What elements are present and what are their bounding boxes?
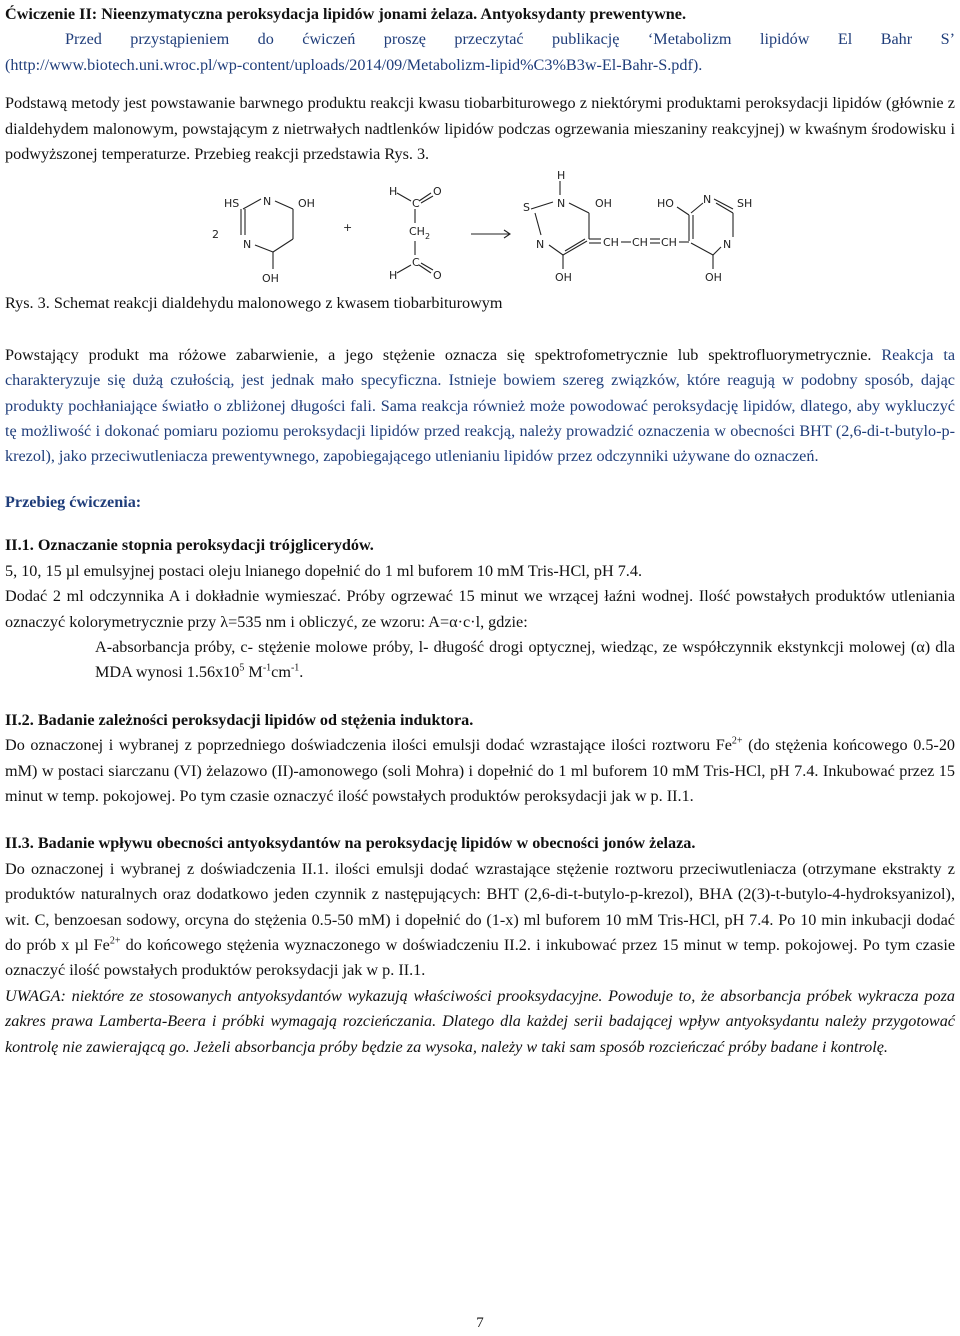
svg-text:OH: OH [595,197,612,211]
svg-text:H: H [389,269,398,283]
svg-text:N: N [243,238,252,252]
svg-text:H: H [389,185,398,199]
svg-text:S: S [523,201,530,215]
product-structure [523,169,752,284]
reaction-arrow [471,230,510,238]
section-2-1-line-3: A-absorbancja próby, c- stężenie molowe próby, l- długość drogi optycznej, wiedząc, ze współczynnik ekstynkcji molowej (α) dla MDA wynosi $1.56x10^5$ $M^{-1}cm^{-1}$. [95,637,955,682]
svg-text:CH: CH [661,236,677,250]
svg-text:H: H [557,169,566,183]
svg-text:OH: OH [262,272,279,286]
intro-line-1: Przed przystąpieniem do ćwiczeń proszę przeczytać publikację ‘Metabolizm lipidów El Bahr S’ [65,30,955,49]
page-number: 7 [476,1315,484,1331]
svg-text:N: N [723,238,732,252]
section-2-1-line-2: Dodać 2 ml odczynnika A i dokładnie wymieszać. Próby ogrzewać 15 minut we wrzącej łaźni wodnej. Ilość powstałych produktów utleniania oznaczyć kolorymetrycznie przy λ=535 nm i obliczyć, ze wzoru: A=α·c·l, gdzie: [5,587,955,631]
svg-text:HO: HO [657,197,674,211]
svg-text:OH: OH [705,271,722,285]
svg-text:CH: CH [603,236,619,250]
document-page [5,0,955,1060]
product-paragraph: Powstający produkt ma różowe zabarwienie, a jego stężenie oznacza się spektrofometrycznie lub spektrofluorymetrycznie. Reakcja ta charakteryzuje się dużą czułością, jest jednak mało specyficzna. Istnieje bowiem szereg związków, które reagują w podobny sposób, dając produkty pochłaniające światło o zbliżonej długości fali. Sama reakcja również może powodować peroksydację lipidów, dlatego, aby wykluczyć tę możliwość i dokonać pomiaru poziomu peroksydacji lipidów przed reakcją, należy prowadzić oznaczenia w obecności BHT (2,6-di-t-butylo-p-krezol), jako przeciwutleniacza prewentywnego, zapobiegającego utlenianiu lipidów przez odczynniki używane do oznaczeń. [5,345,956,466]
malondialdehyde-structure [389,185,442,282]
warning-note: UWAGA: niektóre ze stosowanych antyoksydantów wykazują właściwości prooksydacyjne. Powoduje to, że absorbancja próbek wykracza poza zakres prawa Lamberta-Beera i próbki wymagają rozcieńczania. Dlatego dla każdej serii badającej wpływ antyoksydantu należy przygotować kontrolę nie zawierającą go. Jeżeli absorbancja próby będzie za wysoka, należy w taki sam sposób rozcieńczać próby badane i kontrolę. [5,986,955,1056]
section-2-1-line-1: 5, 10, 15 µl emulsyjnej postaci oleju lnianego dopełnić do 1 ml buforem 10 mM Tris-HCl, pH 7.4. [5,561,642,580]
coefficient: 2 [212,228,219,242]
svg-text:N: N [536,238,545,252]
procedure-heading: Przebieg ćwiczenia: [5,492,142,511]
method-paragraph: Podstawą metody jest powstawanie barwnego produktu reakcji kwasu tiobarbiturowego z niektórymi produktami peroksydacji lipidów (głównie z dialdehydem malonowym, powstającym z nietrwałych nadtlenków lipidów podczas ogrzewania mieszaniny reakcyjnej) w kwaśnym środowisku i podwyższonej temperaturze. Przebieg reakcji przedstawia Rys. 3. [5,94,955,164]
svg-text:HS: HS [224,197,240,211]
svg-text:N: N [263,195,272,209]
section-2-1-heading: II.1. Oznaczanie stopnia peroksydacji trójglicerydów. [5,536,374,555]
figure-caption: Rys. 3. Schemat reakcji dialdehydu malonowego z kwasem tiobarbiturowym [5,294,503,313]
svg-text:O: O [433,269,442,283]
exercise-title: Ćwiczenie II: Nieenzymatyczna peroksydacja lipidów jonami żelaza. Antyoksydanty prewentywne. [5,5,687,23]
svg-text:C: C [412,256,420,270]
section-2-2-heading: II.2. Badanie zależności peroksydacji lipidów od stężenia induktora. [5,710,474,729]
plus-sign: + [343,221,353,235]
section-2-3-body: Do oznaczonej i wybranej z doświadczenia II.1. ilości emulsji dodać wzrastające stężenie roztworu przeciwutleniacza (otrzymane ekstrakty z produktów naturalnych oraz dodatkowo jeden czynnik z następujących: BHT (2,6-di-t-butylo-p-krezol), BHA (2(3)-t-butylo-4-hydroksyanizol), wit. C, benzoesan sodowy, orcyna do stężenia 0.5-50 mM) i dopełnić do (1-x) ml buforem 10 mM Tris-HCl, pH 7.4. Po 10 min inkubacji dodać do prób x µl $Fe^{2+}$ do końcowego stężenia wyznaczonego w doświadczeniu II.2. i inkubować przez 15 minut w temp. pokojowej. Po tym czasie oznaczyć ilość powstałych produktów peroksydacji jak w p. II.1. [5,859,956,980]
svg-text:C: C [412,197,420,211]
svg-text:CH2: $CH_2$ [409,225,431,242]
svg-text:OH: OH [555,271,572,285]
reaction-scheme [5,169,955,289]
intro-line-2[interactable]: (http://www.biotech.uni.wroc.pl/wp-content/uploads/2014/09/Metabolizm-lipid%C3%B3w-El-Bahr-S.pdf). [5,55,703,74]
thiobarbituric-acid-structure [212,195,315,285]
svg-text:N: N [557,197,566,211]
svg-text:CH: CH [632,236,648,250]
section-2-3-heading: II.3. Badanie wpływu obecności antyoksydantów na peroksydację lipidów w obecności jonów żelaza. [5,834,696,853]
section-2-2-body: Do oznaczonej i wybranej z poprzedniego doświadczenia ilości emulsji dodać wzrastające ilości roztworu $Fe^{2+}$ (do stężenia końcowego 0.5-20 mM) w postaci siarczanu (VI) żelazowo (II)-amonowego (soli Mohra) i dopełnić do 1 ml buforem 10 mM Tris-HCl, pH 7.4. Inkubować przez 15 minut w temp. pokojowej. Po tym czasie oznaczyć ilość powstałych produktów peroksydacji jak w p. II.1. [5,735,956,805]
svg-text:SH: SH [737,197,753,211]
svg-text:N: N [703,193,712,207]
svg-text:OH: OH [298,197,315,211]
svg-text:O: O [433,185,442,199]
